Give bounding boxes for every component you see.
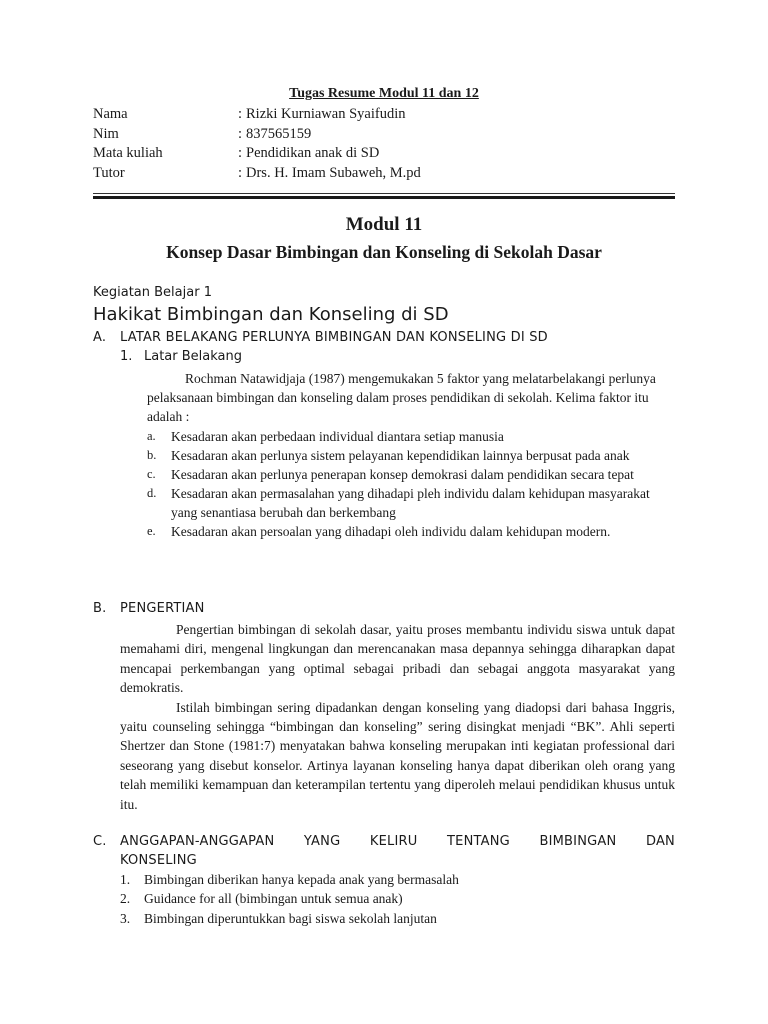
list-item bbox=[147, 522, 675, 541]
identity-label: Nama bbox=[93, 106, 128, 122]
identity-block bbox=[93, 105, 421, 183]
section-c-heading-line bbox=[93, 832, 675, 851]
list-number: 1. bbox=[120, 872, 131, 887]
identity-separator: : bbox=[238, 164, 243, 181]
section-marker: B. bbox=[93, 601, 107, 616]
modul-subtitle: Konsep Dasar Bimbingan dan Konseling di Sekolah Dasar bbox=[166, 242, 602, 262]
identity-row-nama bbox=[93, 105, 421, 125]
modul-title: Modul 11 bbox=[345, 214, 423, 235]
list-item bbox=[147, 465, 675, 484]
identity-label: Mata kuliah bbox=[93, 145, 163, 161]
list-item-text: Kesadaran akan perbedaan individual diantara setiap manusia bbox=[171, 429, 504, 444]
section-c-heading bbox=[93, 832, 675, 870]
list-letter: a. bbox=[147, 429, 156, 443]
section-c-heading-line2: KONSELING bbox=[120, 853, 197, 868]
section-a-heading bbox=[93, 330, 675, 345]
list-item-text: Kesadaran akan perlunya sistem pelayanan kependidikan lainnya berpusat pada anak bbox=[171, 448, 630, 463]
heading-word: ANGGAPAN-ANGGAPAN bbox=[120, 834, 275, 849]
list-item-text: Kesadaran akan persoalan yang dihadapi oleh individu dalam kehidupan modern. bbox=[171, 524, 611, 539]
list-number: 3. bbox=[120, 910, 131, 926]
kegiatan-label: Kegiatan Belajar 1 bbox=[93, 285, 212, 300]
list-item bbox=[147, 484, 675, 522]
list-item-text: Bimbingan diperuntukkan bagi siswa sekolah lanjutan bbox=[144, 910, 437, 926]
list-item-text: Kesadaran akan permasalahan yang dihadapi pleh individu dalam kehidupan masyarakat yang senantiasa berubah dan berkembang bbox=[171, 486, 650, 520]
identity-value: Pendidikan anak di SD bbox=[246, 145, 380, 161]
subsection-title: Latar Belakang bbox=[144, 349, 243, 364]
section-title: LATAR BELAKANG PERLUNYA BIMBINGAN DAN KONSELING DI SD bbox=[120, 330, 548, 345]
identity-row-tutor bbox=[93, 164, 421, 184]
list-item-text: Guidance for all (bimbingan untuk semua anak) bbox=[144, 891, 403, 907]
section-heading-hakikat: Hakikat Bimbingan dan Konseling di SD bbox=[93, 304, 449, 325]
section-b-body bbox=[120, 620, 675, 814]
identity-separator: : bbox=[238, 106, 243, 122]
list-item bbox=[120, 909, 675, 928]
factor-list bbox=[147, 427, 675, 541]
section-marker: A. bbox=[93, 330, 107, 345]
header-divider-thin bbox=[93, 193, 489, 194]
list-item bbox=[147, 446, 675, 465]
identity-separator: : bbox=[238, 125, 243, 142]
heading-word: BIMBINGAN bbox=[539, 834, 617, 849]
list-letter: e. bbox=[147, 524, 156, 538]
paragraph-latar-belakang bbox=[147, 369, 675, 426]
identity-label: Nim bbox=[93, 125, 119, 142]
identity-row-nim bbox=[93, 125, 421, 145]
heading-word: DAN bbox=[645, 834, 675, 849]
paragraph-text: Istilah bimbingan sering dipadankan dengan konseling yang diadopsi dari bahasa Inggris, yaitu counseling sehingga “bimbingan dan konseling” sering disingkat menjadi “BK”. Ahli seperti Shertzer dan Stone (1981:7) menyatakan bahwa konseling merupakan inti kegiatan professional dari seseorang yang disebut konselor. Artinya layanan konseling hanya dapat diberikan oleh orang yang telah memiliki kemampuan dan keterampilan tertentu yang diperoleh melaui pendidikan khusus untuk itu. bbox=[120, 699, 675, 812]
misconception-list bbox=[120, 870, 675, 928]
list-item bbox=[120, 889, 675, 908]
paragraph-text: Pengertian bimbingan di sekolah dasar, yaitu proses membantu individu siswa untuk dapat memahami diri, mengenal lingkungan dan merencanakan masa depannya sehingga diharapkan dapat mencapai perkembangan yang optimal sebagai pribadi dan sebagai anggota masyarakat yang demokratis. bbox=[120, 622, 675, 696]
identity-row-mata-kuliah bbox=[93, 144, 421, 164]
section-marker: C. bbox=[93, 834, 107, 849]
list-number: 2. bbox=[120, 891, 131, 907]
list-letter: d. bbox=[147, 486, 157, 500]
document-title: Tugas Resume Modul 11 dan 12 bbox=[289, 86, 479, 101]
identity-value: Drs. H. Imam Subaweh, M.pd bbox=[246, 164, 421, 181]
list-item-text: Kesadaran akan perlunya penerapan konsep demokrasi dalam pendidikan secara tepat bbox=[171, 467, 634, 482]
heading-word: KELIRU bbox=[369, 834, 418, 849]
identity-value: 837565159 bbox=[246, 125, 312, 142]
section-title: PENGERTIAN bbox=[120, 601, 205, 616]
list-letter: b. bbox=[147, 448, 157, 462]
identity-separator: : bbox=[238, 145, 243, 161]
header-divider-thin-right bbox=[489, 193, 675, 194]
paragraph-text: Rochman Natawidjaja (1987) mengemukakan 5 faktor yang melatarbelakangi perlunya pelaksanaan bimbingan dan konseling dalam proses pendidikan di sekolah. Kelima faktor itu adalah : bbox=[147, 371, 656, 424]
header-divider-thick bbox=[93, 196, 675, 199]
list-item bbox=[120, 870, 675, 889]
section-b-heading bbox=[93, 601, 205, 616]
list-item bbox=[147, 427, 675, 446]
subsection-latar-belakang bbox=[120, 349, 242, 364]
identity-value: Rizki Kurniawan Syaifudin bbox=[246, 106, 406, 122]
subsection-number: 1. bbox=[120, 349, 133, 364]
heading-word: YANG bbox=[303, 834, 341, 849]
list-item-text: Bimbingan diberikan hanya kepada anak yang bermasalah bbox=[144, 872, 459, 887]
identity-label: Tutor bbox=[93, 164, 125, 181]
heading-word: TENTANG bbox=[447, 834, 510, 849]
list-letter: c. bbox=[147, 467, 156, 481]
